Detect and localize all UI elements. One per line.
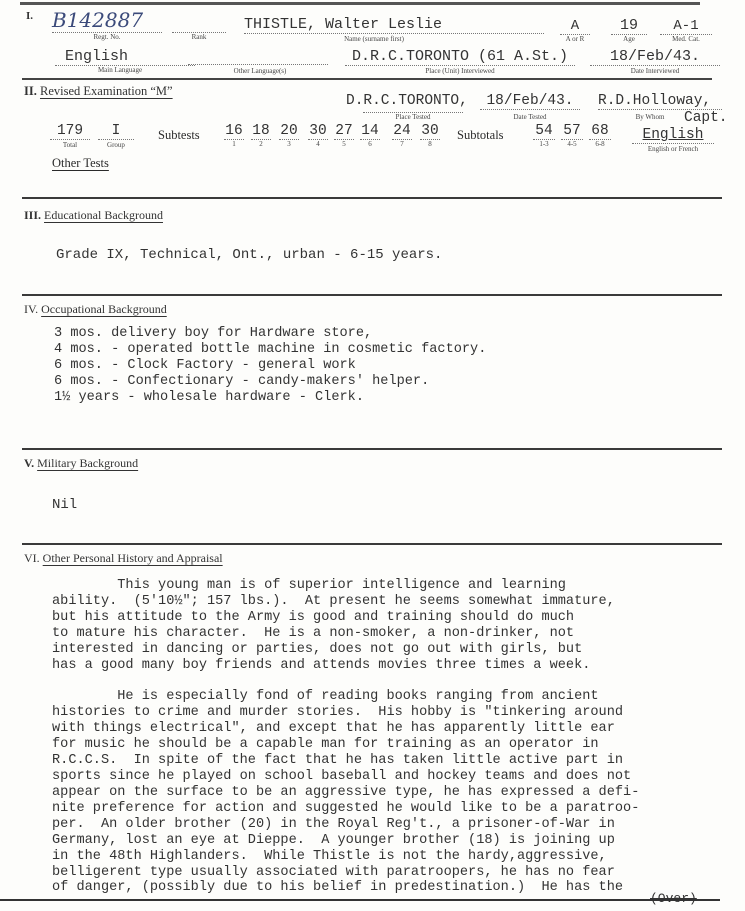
place-tested-field: D.R.C.TORONTO, — [346, 93, 468, 109]
subtotal-4-5 — [561, 123, 583, 148]
section-v-divider — [22, 543, 722, 545]
age-field: 19 — [611, 17, 647, 35]
total-field: 179 — [50, 123, 90, 140]
occupation-item: 1½ years - wholesale hardware - Clerk. — [54, 390, 364, 405]
by-whom-field: R.D.Holloway, — [598, 93, 722, 110]
med-cat-field: A-1 — [660, 18, 712, 35]
appraisal-line: sports since he played on school baseball and hockey teams and does not — [52, 769, 632, 784]
main-language-field: English — [55, 48, 195, 66]
section-v-header — [24, 456, 138, 471]
by-whom-rank: Capt. — [684, 110, 728, 126]
subtest-label: 7 — [400, 140, 404, 148]
appraisal-line: in the 48th Highlanders. While Thistle is not the hardy,aggressive, — [52, 849, 607, 864]
regt-no-label: Regt. No. — [93, 33, 121, 41]
continued-over-note: (Over) — [650, 891, 697, 906]
subtest-label: 5 — [342, 140, 346, 148]
subtest-label: 8 — [428, 140, 432, 148]
subtest-6 — [360, 123, 380, 148]
appraisal-line: per. An older brother (20) in the Royal Reg't., a prisoner-of-War in — [52, 817, 615, 832]
subtest-2 — [251, 123, 271, 148]
appraisal-line: ability. (5'10½"; 157 lbs.). At present he seems somewhat immature, — [52, 594, 615, 609]
date-tested-field: 18/Feb/43. — [480, 93, 580, 110]
subtest-4 — [308, 123, 328, 148]
appraisal-line: This young man is of superior intelligence and learning — [52, 578, 566, 593]
language-tested-label: English or French — [647, 145, 699, 153]
subtest-value: 20 — [280, 123, 298, 139]
subtotal-label: 6-8 — [595, 140, 605, 148]
appraisal-line: to mature his character. He is a non-smoker, a non-drinker, not — [52, 626, 575, 641]
subtest-1 — [224, 123, 244, 148]
section-iii-divider — [22, 294, 722, 296]
date-interviewed-label: Date Interviewed — [630, 67, 680, 75]
subtests-label: Subtests — [158, 128, 200, 142]
occupation-item: 6 mos. - Clock Factory - general work — [54, 358, 356, 373]
other-language-label: Other Language(s) — [233, 67, 287, 75]
subtotals-label: Subtotals — [457, 128, 504, 142]
subtotal-6-8 — [589, 123, 611, 148]
military-text: Nil — [52, 497, 78, 513]
place-interviewed-field: D.R.C.TORONTO (61 A.St.) — [345, 48, 575, 66]
section-ii-header — [24, 84, 173, 99]
subtotal-label: 1-3 — [539, 140, 549, 148]
appraisal-line: for music he should be a capable man for training as an operator in — [52, 737, 599, 752]
subtest-value: 24 — [393, 123, 411, 139]
section-vi-numeral: VI. — [24, 551, 40, 565]
subtest-label: 1 — [232, 140, 236, 148]
by-whom-label: By Whom — [635, 113, 665, 121]
appraisal-line: has a good many boy friends and attends movies three times a week. — [52, 658, 591, 673]
subtest-label: 4 — [316, 140, 320, 148]
bottom-rule — [0, 899, 720, 901]
top-border — [20, 2, 700, 5]
occupation-item: 6 mos. - Confectionary - candy-makers' helper. — [54, 374, 430, 389]
education-text: Grade IX, Technical, Ont., urban - 6-15 years. — [56, 247, 443, 263]
date-tested-label: Date Tested — [513, 113, 547, 121]
date-interviewed-field: 18/Feb/43. — [590, 48, 720, 66]
section-i-numeral: I. — [26, 10, 34, 22]
subtest-value: 18 — [252, 123, 270, 139]
section-iii-numeral: III. — [24, 208, 42, 222]
subtotal-value: 57 — [561, 123, 583, 140]
appraisal-line: R.C.C.S. In spite of the fact that he has taken little active part in — [52, 753, 624, 768]
subtest-8 — [420, 123, 440, 148]
section-iii-title: Educational Background — [44, 208, 163, 222]
occupation-item: 3 mos. delivery boy for Hardware store, — [54, 326, 373, 341]
name-label: Name (surname first) — [344, 35, 404, 43]
place-tested-label: Place Tested — [395, 113, 431, 121]
section-iv-header — [24, 302, 167, 317]
subtest-value: 14 — [361, 123, 379, 139]
name-field: THISTLE, Walter Leslie — [244, 16, 544, 34]
a-or-r-label: A or R — [565, 35, 585, 43]
other-language-field — [188, 50, 328, 65]
other-tests-label: Other Tests — [52, 156, 109, 170]
appraisal-line: histories to crime and murder stories. His hobby is "tinkering around — [52, 705, 624, 720]
appraisal-line: belligerent type usually associated with paratroopers, he has no fear — [52, 865, 615, 880]
appraisal-line: with things electrical", and except that he has apparently little ear — [52, 721, 615, 736]
section-v-numeral: V. — [24, 456, 35, 470]
appraisal-line: but his attitude to the Army is good and training should do much — [52, 610, 575, 625]
occupation-item: 4 mos. - operated bottle machine in cosmetic factory. — [54, 342, 487, 357]
group-label: Group — [107, 141, 125, 149]
med-cat-label: Med. Cat. — [672, 35, 700, 43]
subtest-5 — [334, 123, 354, 148]
subtest-value: 30 — [309, 123, 327, 139]
section-v-title: Military Background — [37, 456, 139, 470]
section-i-divider — [22, 78, 712, 80]
subtotal-value: 68 — [589, 123, 611, 140]
total-label: Total — [62, 141, 78, 149]
subtotal-1-3 — [533, 123, 555, 148]
regt-no-field: B142887 — [52, 8, 162, 33]
appraisal-line: appear on the surface to be an aggressive type, he has expressed a defi- — [52, 785, 640, 800]
subtest-value: 30 — [421, 123, 439, 139]
appraisal-line: interested in dancing or parties, does not go out with girls, but — [52, 642, 583, 657]
section-vi-header — [24, 551, 223, 566]
rank-label: Rank — [191, 33, 207, 41]
language-tested-field: English — [632, 127, 714, 144]
subtotal-label: 4-5 — [567, 140, 577, 148]
section-ii-divider — [22, 197, 722, 199]
subtest-value: 27 — [335, 123, 353, 139]
subtest-label: 6 — [368, 140, 372, 148]
section-ii-numeral: II. — [24, 84, 37, 98]
subtest-7 — [392, 123, 412, 148]
section-iv-title: Occupational Background — [41, 302, 167, 316]
subtest-value: 16 — [225, 123, 243, 139]
place-interviewed-label: Place (Unit) Interviewed — [425, 67, 495, 75]
appraisal-line: nite preference for action and suggested he would like to be a paratroo- — [52, 801, 640, 816]
rank-field — [172, 18, 226, 33]
appraisal-line: of danger, (possibly due to his belief in predestination.) He has the — [52, 880, 624, 895]
section-iv-divider — [22, 448, 722, 450]
section-iv-numeral: IV. — [24, 302, 39, 316]
section-ii-title: Revised Examination “M” — [39, 84, 173, 98]
section-iii-header — [24, 208, 163, 223]
subtotal-value: 54 — [533, 123, 555, 140]
appraisal-line: He is especially fond of reading books ranging from ancient — [52, 689, 599, 704]
section-vi-title: Other Personal History and Appraisal — [42, 551, 223, 565]
subtest-label: 3 — [287, 140, 291, 148]
age-label: Age — [623, 35, 635, 43]
subtest-label: 2 — [259, 140, 263, 148]
appraisal-line: Germany, lost an eye at Dieppe. A younger brother (18) is joining up — [52, 833, 615, 848]
subtest-3 — [279, 123, 299, 148]
main-language-label: Main Language — [97, 66, 143, 74]
group-field: I — [98, 123, 134, 140]
a-or-r-field: A — [560, 18, 590, 35]
